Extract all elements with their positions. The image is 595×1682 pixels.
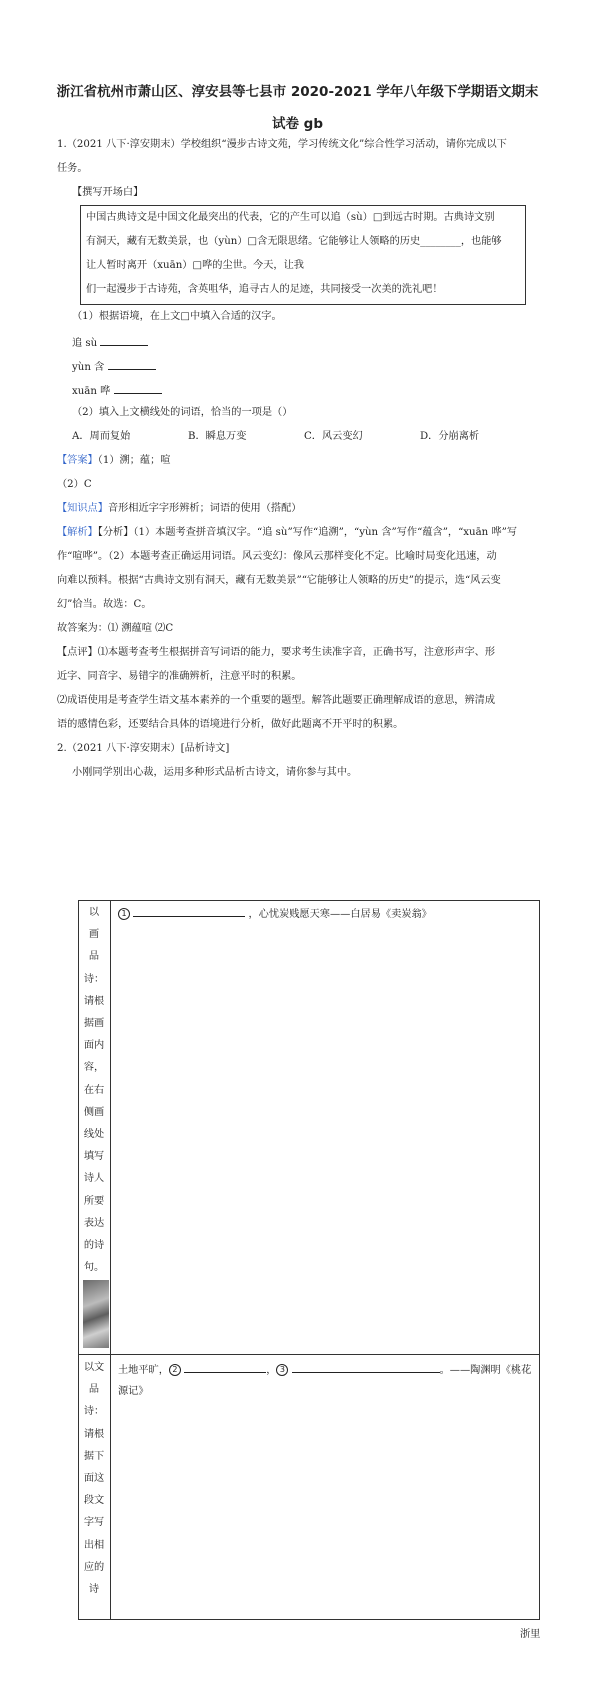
document-title-line1: 浙江省杭州市萧山区、淳安县等七县市 2020-2021 学年八年级下学期语文期末 — [56, 84, 539, 100]
option-c[interactable]: C．风云变幻 — [304, 431, 363, 442]
row1-label-char: 以 — [88, 907, 100, 918]
option-a[interactable]: A．周而复始 — [72, 431, 131, 442]
row2-label-char: 请根 — [83, 1428, 105, 1440]
option-d[interactable]: D．分崩离析 — [420, 431, 480, 442]
pinyin-3-label: xuān 哗 — [72, 386, 111, 397]
q1-sub1: （1）根据语境，在上文□中填入合适的汉字。 — [72, 311, 282, 322]
pinyin-item-2 — [72, 358, 156, 375]
q1-stem-line1: 1.（2021 八下·淳安期末）学校组织“漫步古诗文苑，学习传统文化”综合性学习活动，请你完成以下 — [57, 139, 507, 150]
row1-label — [80, 902, 108, 1279]
row2-suffix2: 源记》 — [118, 1386, 149, 1397]
row2-label-char: 诗： — [83, 1406, 105, 1418]
final-answer: 故答案为：⑴ 溯蕴喧 ⑵C — [57, 623, 174, 634]
row2-label-char: 出相 — [83, 1539, 105, 1551]
row1-label-char: 的诗 — [83, 1240, 105, 1252]
box-line-3: 让人暂时离开（xuān）□哗的尘世。今天，让我 — [86, 260, 304, 271]
analysis-tag: 【解析】 — [57, 527, 98, 538]
row2-suffix1: 。——陶渊明《桃花 — [439, 1365, 532, 1376]
row1-text: ，心忧炭贱愿天寒——白居易《卖炭翁》 — [248, 909, 432, 920]
row2-content — [118, 1361, 531, 1378]
review-line-1: 【点评】⑴本题考查考生根据拼音写词语的能力，要求考生读准字音，正确书写，注意形声字、形 — [57, 647, 496, 658]
row1-label-char: 请根 — [83, 995, 105, 1007]
box-line-2: 有洞天，藏有无数美景，也（yùn）□含无限思绪。它能够让人领略的历史________，也能够 — [86, 236, 502, 247]
row2-label-char: 品 — [88, 1384, 100, 1396]
row2-label-char: 以文 — [83, 1362, 105, 1373]
painting-image — [83, 1280, 109, 1348]
knowledge-point-line — [57, 502, 302, 516]
pinyin-item-3 — [72, 382, 162, 399]
table-row-divider — [78, 1354, 540, 1355]
row1-label-char: 线处 — [83, 1129, 105, 1141]
row2-label-char: 应的 — [83, 1561, 105, 1573]
q1-section-label: 【撰写开场白】 — [72, 187, 144, 198]
pinyin-3-blank[interactable] — [114, 382, 162, 394]
row1-label-char: 表达 — [83, 1217, 105, 1229]
option-b[interactable]: B．瞬息万变 — [188, 431, 247, 442]
answer-text: （1）溯；蕴；喧 — [97, 455, 171, 466]
row2-label-char: 字写 — [83, 1517, 105, 1529]
row2-label-char: 段文 — [83, 1495, 105, 1507]
row2-label-char: 诗 — [88, 1584, 100, 1596]
q2-stem: 2.（2021 八下·淳安期末）[品析诗文] — [57, 743, 230, 754]
poem-blank-1[interactable] — [133, 905, 245, 917]
row1-label-char: 在右 — [83, 1084, 105, 1096]
answer-tag: 【答案】 — [57, 455, 98, 466]
knowledge-point-text: 音形相近字字形辨析；词语的使用（搭配） — [107, 503, 302, 514]
analysis-line-4: 幻”恰当。故选：C。 — [57, 599, 152, 610]
review-line-4: 语的感情色彩，还要结合具体的语境进行分析，做好此题离不开平时的积累。 — [57, 719, 404, 730]
row1-label-char: 诗： — [83, 973, 105, 985]
row1-label-char: 面内 — [83, 1040, 105, 1052]
poem-blank-3[interactable] — [292, 1361, 440, 1373]
row1-label-char: 据画 — [83, 1018, 105, 1030]
review-line-2: 近字、同音字、易错字的准确辨析，注意平时的积累。 — [57, 671, 302, 682]
poetry-table — [78, 900, 540, 1620]
poem-blank-2[interactable] — [184, 1361, 266, 1373]
table-column-divider — [110, 900, 111, 1620]
box-line-4: 们一起漫步于古诗苑，含英咀华，追寻古人的足迹，共同接受一次美的洗礼吧！ — [86, 284, 443, 295]
pinyin-item-1 — [72, 334, 148, 351]
pinyin-2-blank[interactable] — [108, 358, 156, 370]
row2-prefix: 土地平旷， — [118, 1365, 169, 1376]
circled-number-1: 1 — [118, 908, 130, 920]
answer-2: （2）C — [57, 479, 92, 490]
row1-label-char: 诗人 — [83, 1173, 105, 1185]
review-line-3: ⑵成语使用是考查学生语文基本素养的一个重要的题型。解答此题要正确理解成语的意思，辨清成 — [57, 695, 496, 706]
row1-label-char: 句。 — [83, 1262, 105, 1274]
row1-label-char: 填写 — [83, 1151, 105, 1163]
circled-number-3: 3 — [276, 1364, 288, 1376]
q2-intro: 小刚同学别出心裁，运用多种形式品析古诗文，请你参与其中。 — [72, 767, 358, 778]
analysis-line-3: 向难以预料。根据“古典诗文别有洞天，藏有无数美景”“它能够让人领略的历史”的提示，选“风云变 — [57, 575, 501, 586]
row1-label-char: 画 — [88, 929, 100, 941]
circled-number-2: 2 — [169, 1364, 181, 1376]
row1-label-char: 所要 — [83, 1195, 105, 1207]
analysis-line-2: 作“喧哗”。（2）本题考查正确运用词语。风云变幻：像风云那样变化不定。比喻时局变化迅速，动 — [57, 551, 497, 562]
pinyin-2-label: yùn 含 — [72, 362, 105, 373]
row2-label-char: 面这 — [83, 1473, 105, 1485]
page-footer: 浙里 — [520, 1629, 541, 1640]
document-title-line2: 试卷 gb — [271, 116, 324, 132]
row2-label — [80, 1357, 108, 1601]
pinyin-1-label: 追 sù — [72, 338, 98, 349]
row1-label-char: 侧画 — [83, 1106, 105, 1118]
q1-sub2: （2）填入上文横线处的词语，恰当的一项是（） — [72, 407, 293, 418]
row2-sep: ， — [266, 1365, 277, 1376]
row2-label-char: 据下 — [83, 1450, 105, 1462]
pinyin-1-blank[interactable] — [100, 334, 148, 346]
answer-line — [57, 454, 170, 468]
row1-label-char: 品 — [88, 951, 100, 963]
analysis-text-1: 【分析】（1）本题考查拼音填汉字。“追 sù”写作“追溯”，“yùn 含”写作“蕴含”，“xuān 哗”写 — [97, 527, 518, 538]
q1-stem-line2: 任务。 — [57, 163, 88, 174]
row1-label-char: 容， — [83, 1062, 105, 1074]
row1-content — [118, 905, 432, 922]
analysis-line-1 — [57, 526, 517, 540]
knowledge-point-tag: 【知识点】 — [57, 503, 108, 514]
box-line-1: 中国古典诗文是中国文化最突出的代表，它的产生可以追（sù）□到远古时期。古典诗文别 — [86, 212, 495, 223]
